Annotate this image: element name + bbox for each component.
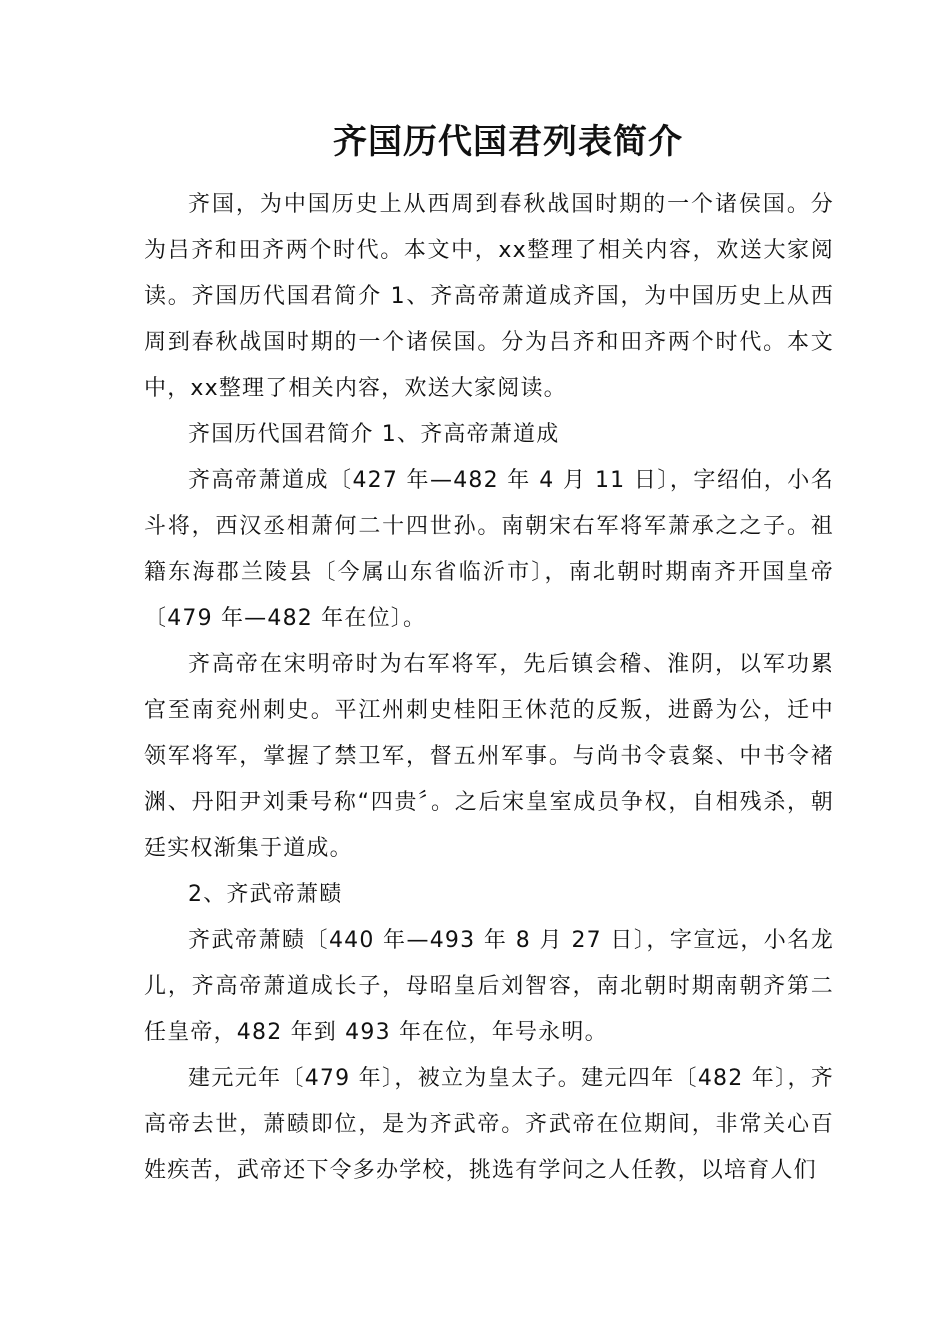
paragraph-gaodi-bio: 齐高帝萧道成〔427 年—482 年 4 月 11 日〕，字绍伯，小名斗将，西汉丞相萧何二十四世孙。南朝宋右军将军萧承之之子。祖籍东海郡兰陵县〔今属山东省临沂市〕，南北朝时期南齐开国皇帝〔479 年—482 年在位〕。: [144, 468, 834, 631]
document-body: [144, 182, 834, 1194]
paragraph-intro: 齐国，为中国历史上从西周到春秋战国时期的一个诸侯国。分为吕齐和田齐两个时代。本文中，xx整理了相关内容，欢送大家阅读。齐国历代国君简介 1、齐高帝萧道成齐国，为中国历史上从西周到春秋战国时期的一个诸侯国。分为吕齐和田齐两个时代。本文中，xx整理了相关内容，欢送大家阅读。: [144, 192, 834, 401]
document-title: 齐国历代国君列表简介: [333, 122, 683, 162]
paragraph-gaodi-career: 齐高帝在宋明帝时为右军将军，先后镇会稽、淮阴，以军功累官至南兖州刺史。平江州刺史桂阳王休范的反叛，进爵为公，迁中领军将军，掌握了禁卫军，督五州军事。与尚书令袁粲、中书令褚渊、丹阳尹刘秉号称“四贵〞。之后宋皇室成员争权，自相残杀，朝廷实权渐集于道成。: [144, 652, 834, 861]
section-heading-1: 齐国历代国君简介 1、齐高帝萧道成: [188, 422, 560, 447]
paragraph-wudi-bio: 齐武帝萧赜〔440 年—493 年 8 月 27 日〕，字宣远，小名龙儿，齐高帝萧道成长子，母昭皇后刘智容，南北朝时期南朝齐第二任皇帝，482 年到 493 年在位，年号永明。: [144, 928, 834, 1045]
section-heading-2: 2、齐武帝萧赜: [188, 882, 343, 907]
paragraph-wudi-reign: 建元元年〔479 年〕，被立为皇太子。建元四年〔482 年〕，齐高帝去世，萧赜即位，是为齐武帝。齐武帝在位期间，非常关心百姓疾苦，武帝还下令多办学校，挑选有学问之人任教，以培育人们: [144, 1066, 834, 1183]
